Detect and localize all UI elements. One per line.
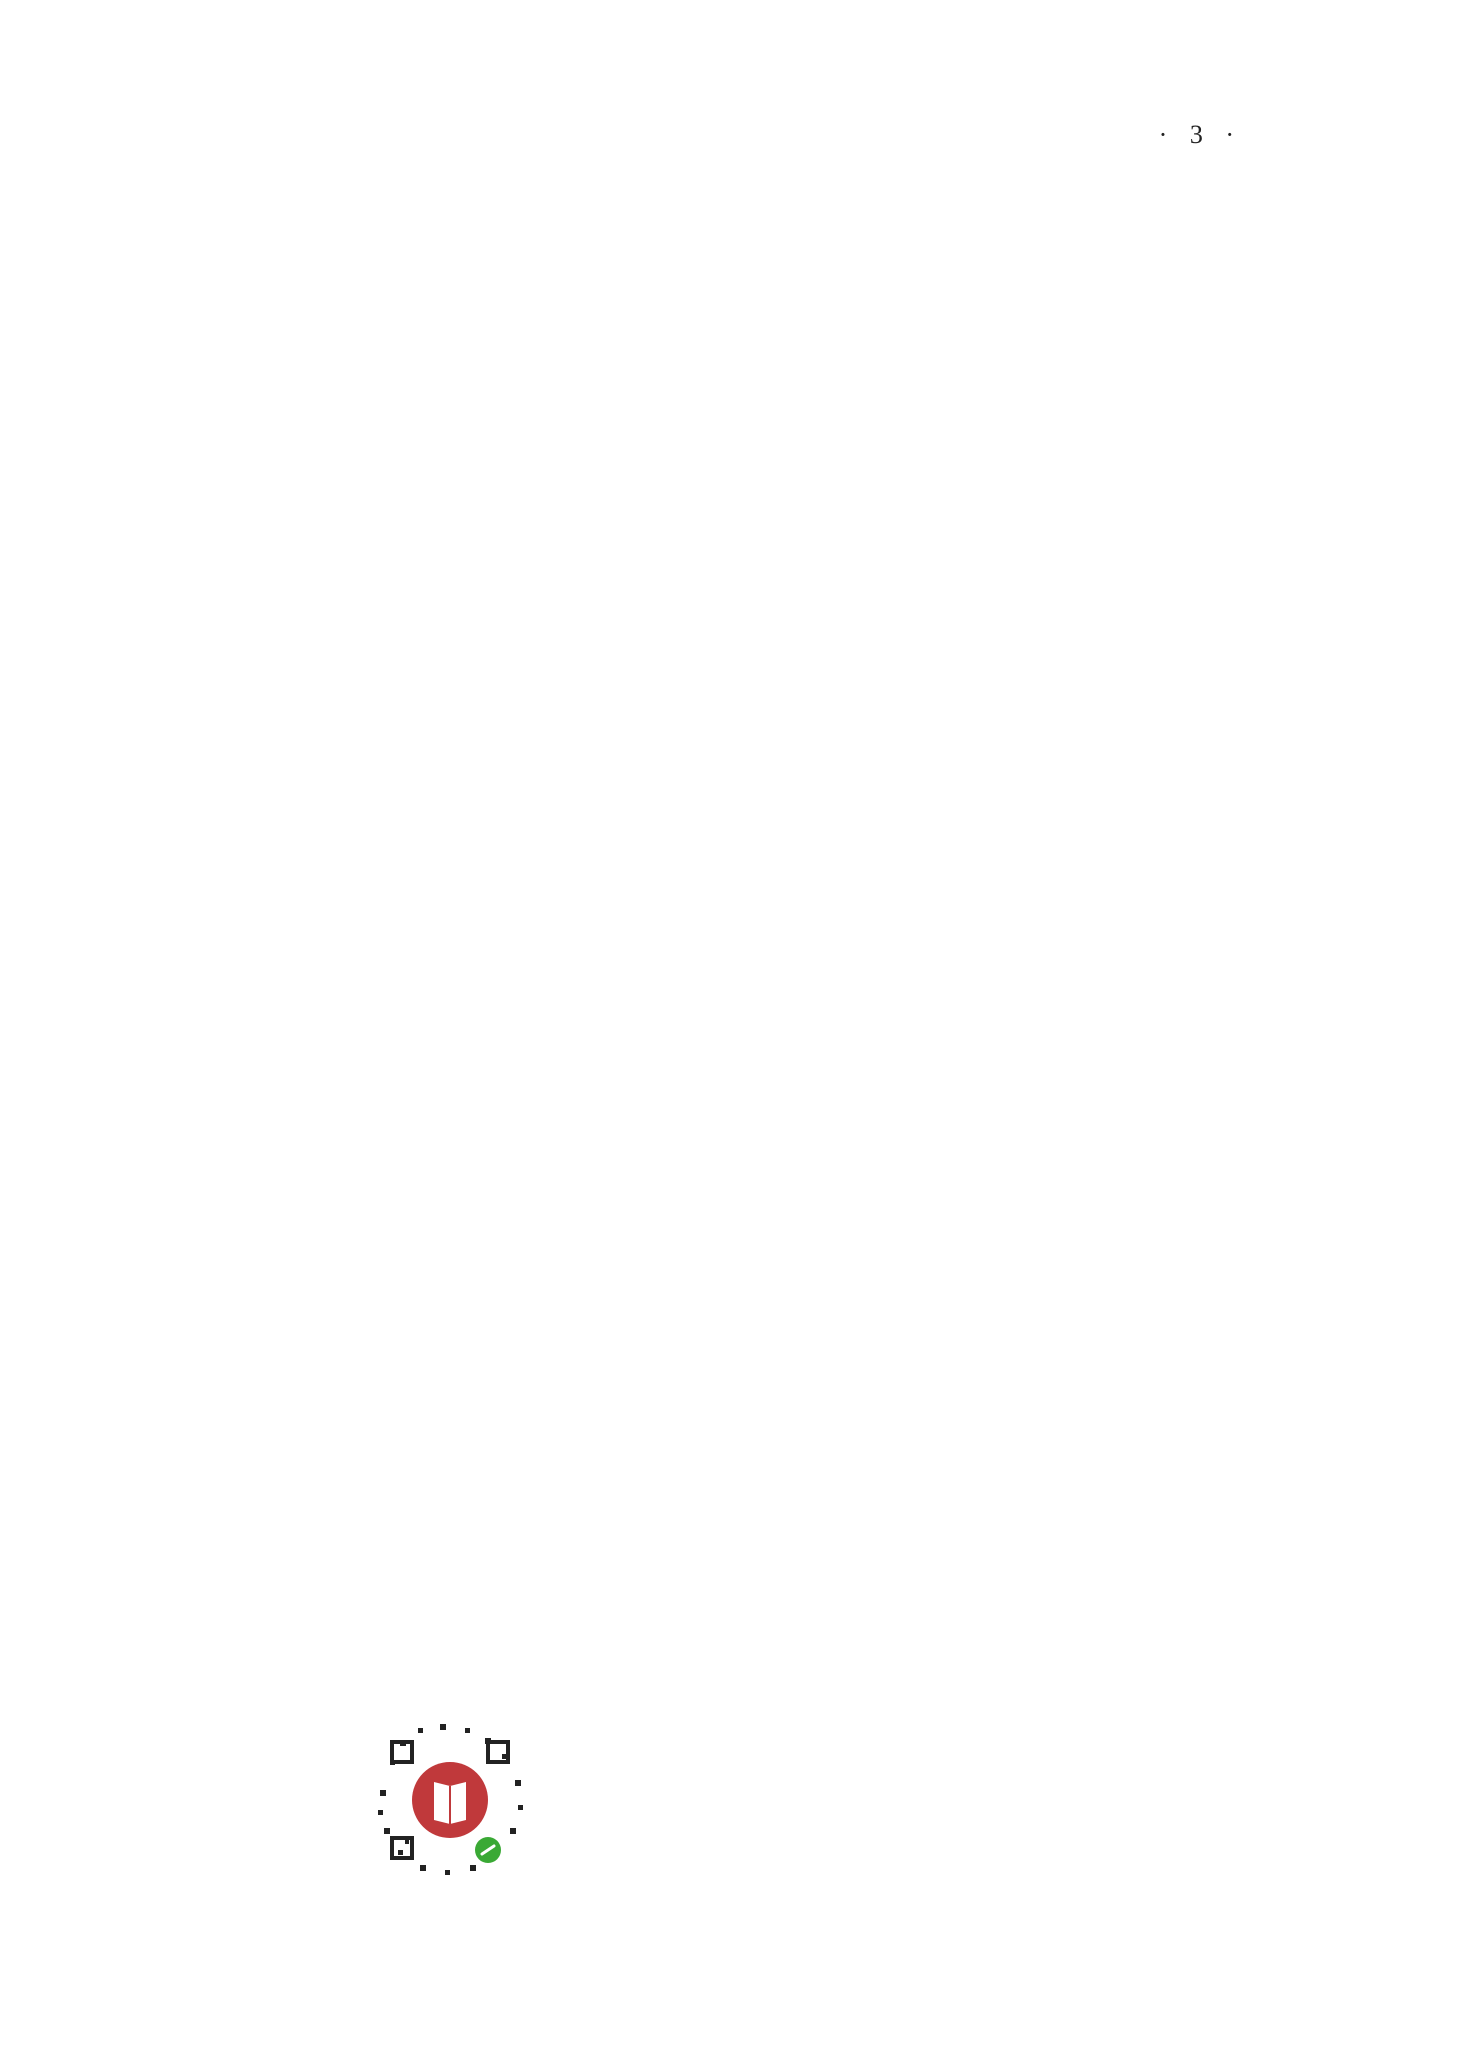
link-icon [475, 1837, 501, 1863]
qr-code-icon[interactable] [370, 1720, 530, 1880]
mongolian-text-block [210, 190, 1240, 1910]
page-number: · 3 · [1158, 120, 1242, 149]
book-logo-icon [412, 1762, 488, 1838]
